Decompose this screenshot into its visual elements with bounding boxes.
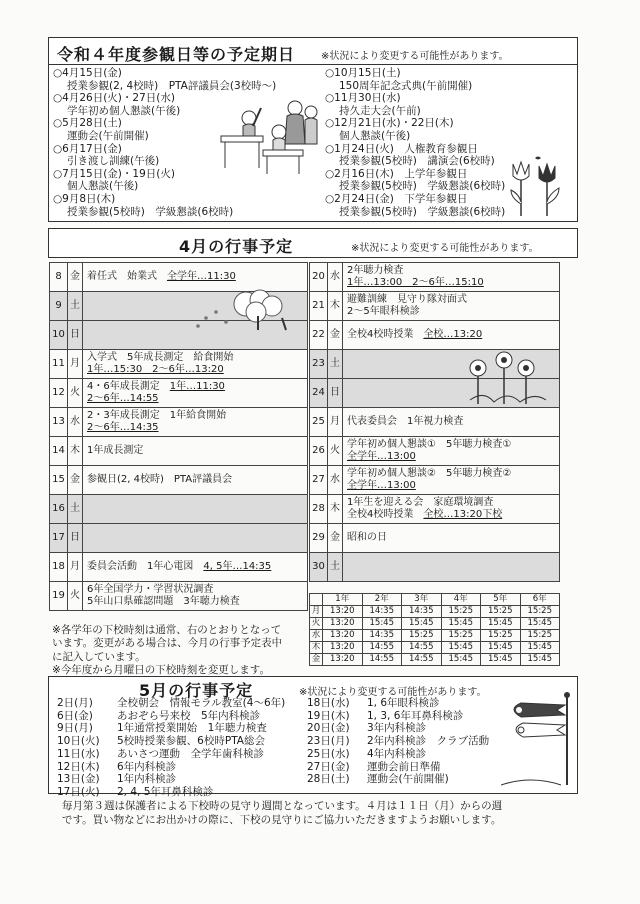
day-number: 25: [310, 408, 328, 437]
may-event-row: [307, 748, 489, 761]
dismissal-time: 15:45: [520, 618, 560, 630]
dismissal-time: 13:20: [323, 618, 363, 630]
day-number: 20: [310, 263, 328, 292]
event-text: 学年初め個人懇談① 5年聴力検査①: [347, 439, 512, 450]
day-number: 11: [50, 350, 68, 379]
day-number: 8: [50, 263, 68, 292]
dismissal-time: 4, 5年…14:35: [203, 561, 272, 572]
may-right-list: [307, 697, 489, 786]
dismissal-row: [310, 630, 560, 642]
grade-header: 2年: [362, 594, 402, 606]
may-event-row: [57, 735, 285, 748]
visit-date: ○10月15日(土): [325, 67, 401, 79]
may-event-row: [57, 786, 285, 799]
may-date: 23日(月): [307, 735, 350, 748]
event-text: 全校4校時授業: [347, 329, 424, 340]
visit-detail: 150周年記念式典(午前開催): [339, 79, 473, 92]
dismissal-time: 14:55: [402, 642, 442, 654]
may-event: 運動会前日準備: [367, 760, 441, 773]
grade-header: 3年: [402, 594, 442, 606]
event-line-2: [347, 480, 555, 492]
visit-date: ○7月15日(金)・19日(火): [53, 167, 175, 180]
visit-note: ※状況により変更する可能性があります。: [321, 51, 509, 62]
visit-date: ○4月15日(金): [53, 67, 122, 79]
day-number: 16: [50, 495, 68, 524]
dismissal-weekday: 月: [310, 606, 323, 618]
dismissal-time: 14:55: [362, 642, 402, 654]
dismissal-weekday: 金: [310, 654, 323, 666]
weekday: 水: [68, 408, 83, 437]
april-note-line: ※今年度から月曜日の下校時刻を変更します。: [52, 664, 270, 677]
event-line-1: [347, 468, 555, 480]
dismissal-time: 全学年…13:00: [347, 480, 416, 491]
calendar-row: [310, 292, 560, 321]
dismissal-time: 15:45: [481, 642, 521, 654]
may-date: 17日(火): [57, 785, 100, 798]
dismissal-time: 14:55: [402, 654, 442, 666]
event-text: 参観日(2, 4校時) PTA評議員会: [87, 474, 233, 485]
event-cell: [83, 379, 308, 408]
visit-date: ○1月24日(火) 人権教育参観日: [325, 142, 478, 155]
event-line-2: [347, 306, 555, 318]
weekday: 土: [68, 495, 83, 524]
may-date: 25日(水): [307, 747, 350, 760]
may-event-row: [307, 735, 489, 748]
weekday: 火: [68, 582, 83, 611]
visit-schedule-box: [48, 37, 578, 222]
footer-message: [62, 799, 502, 827]
visit-date: ○5月28日(土): [53, 117, 122, 130]
dismissal-corner: [310, 594, 323, 606]
may-event-row: [307, 697, 489, 710]
dismissal-row: [310, 618, 560, 630]
dismissal-time: 1年…11:30: [169, 381, 225, 392]
weekday: 火: [68, 379, 83, 408]
grade-header: 6年: [520, 594, 560, 606]
may-event-row: [307, 761, 489, 774]
visit-right-list: [325, 67, 505, 218]
visit-detail: 個人懇談(午後): [339, 129, 411, 142]
event-cell: [83, 466, 308, 495]
may-event-row: [57, 697, 285, 710]
may-schedule-box: [48, 676, 578, 798]
event-cell: [83, 408, 308, 437]
dismissal-time: 15:25: [402, 630, 442, 642]
visit-detail: 学年初め個人懇談(午後): [67, 104, 181, 117]
event-line-1: [347, 265, 555, 277]
event-text: 全校4校時授業: [347, 509, 424, 520]
dismissal-weekday: 火: [310, 618, 323, 630]
event-cell: [83, 350, 308, 379]
day-number: 15: [50, 466, 68, 495]
grade-header: 4年: [441, 594, 481, 606]
may-date: 6日(金): [57, 709, 93, 722]
april-note-line: ※各学年の下校時刻は通常、右のとおりとなって: [52, 624, 282, 636]
dismissal-time: 15:25: [441, 606, 481, 618]
calendar-row: [50, 408, 308, 437]
event-text: 代表委員会 1年視力検査: [347, 416, 464, 427]
may-event: 1, 3, 6年耳鼻科検診: [367, 709, 464, 722]
may-title: 5月の行事予定: [139, 681, 254, 700]
calendar-row: [50, 437, 308, 466]
dismissal-time: 15:45: [520, 642, 560, 654]
event-line-1: [87, 474, 303, 486]
dismissal-time: 全学年…11:30: [167, 271, 236, 282]
carp-streamer-illustration: [501, 691, 575, 787]
dismissal-time: 1年…15:30 2～6年…13:20: [87, 364, 224, 375]
event-line-1: [87, 561, 303, 573]
dismissal-time: 13:20: [323, 654, 363, 666]
event-text: 委員会活動 1年心電図: [87, 561, 204, 572]
weekday: 月: [68, 350, 83, 379]
dismissal-time: 14:35: [362, 630, 402, 642]
calendar-row: [310, 437, 560, 466]
event-line-1: [347, 532, 555, 544]
event-cell: [83, 524, 308, 553]
may-event-row: [57, 773, 285, 786]
calendar-row: [310, 321, 560, 350]
may-date: 27日(金): [307, 760, 350, 773]
visit-detail: 個人懇談(午後): [67, 180, 139, 193]
weekday: 木: [328, 292, 343, 321]
classroom-illustration: [219, 98, 319, 174]
dismissal-header-row: [310, 594, 560, 606]
event-cell: [343, 437, 560, 466]
weekday: 金: [68, 466, 83, 495]
dismissal-weekday: 水: [310, 630, 323, 642]
may-event: 運動会(午前開催): [367, 773, 449, 786]
tulips-illustration: [507, 154, 563, 218]
dismissal-row: [310, 642, 560, 654]
event-line-2: [87, 422, 303, 434]
day-number: 21: [310, 292, 328, 321]
dismissal-row: [310, 654, 560, 666]
weekday: 木: [68, 437, 83, 466]
visit-date: ○6月17日(金): [53, 142, 122, 155]
calendar-row: [50, 582, 308, 611]
visit-detail: 授業参観(5校時) 学級懇談(6校時): [339, 205, 506, 218]
dismissal-time: 13:20: [323, 630, 363, 642]
event-line-1: [87, 381, 303, 393]
day-number: 30: [310, 553, 328, 582]
may-event: 4年内科検診: [367, 747, 427, 760]
weekday: 木: [328, 495, 343, 524]
event-cell: [343, 524, 560, 553]
may-event-row: [57, 710, 285, 723]
day-number: 24: [310, 379, 328, 408]
weekday: 土: [328, 350, 343, 379]
event-text: 4・6年成長測定: [87, 381, 170, 392]
visit-title: 令和４年度参観日等の予定期日: [57, 45, 296, 64]
may-event-row: [307, 722, 489, 735]
calendar-row: [50, 350, 308, 379]
visit-detail: 持久走大会(午前): [339, 104, 421, 117]
event-cell: [83, 437, 308, 466]
weekday: 金: [328, 321, 343, 350]
event-cell: [343, 321, 560, 350]
dismissal-time: 15:45: [402, 618, 442, 630]
may-date: 18日(水): [307, 697, 350, 709]
event-line-1: [87, 410, 303, 422]
dismissal-time: 13:20: [323, 606, 363, 618]
event-cell: [343, 466, 560, 495]
calendar-row: [310, 524, 560, 553]
dismissal-time: 15:45: [362, 618, 402, 630]
event-cell: [83, 553, 308, 582]
dismissal-time: 全学年…13:00: [347, 451, 416, 462]
event-line-1: [347, 294, 555, 306]
weekday: 月: [68, 553, 83, 582]
day-number: 27: [310, 466, 328, 495]
visit-detail: 運動会(午前開催): [67, 129, 149, 142]
weekday: 日: [68, 524, 83, 553]
grade-header: 5年: [481, 594, 521, 606]
visit-date: ○9月8日(木): [53, 192, 116, 205]
may-event-row: [57, 761, 285, 774]
grade-header: 1年: [323, 594, 363, 606]
april-note: ※状況により変更する可能性があります。: [351, 243, 539, 254]
dismissal-time: 15:45: [481, 618, 521, 630]
event-text: 2～5年眼科検診: [347, 306, 420, 317]
april-note-line: に記入しています。: [52, 650, 146, 663]
event-text: 5年山口県確認問題 3年聴力検査: [87, 596, 240, 607]
event-text: 1年生を迎える会 家庭環境調査: [347, 497, 494, 508]
blossom-tree-illustration: [186, 288, 296, 332]
event-text: 入学式 5年成長測定 給食開始: [87, 352, 234, 363]
may-date: 20日(金): [307, 722, 350, 735]
weekday: 月: [328, 408, 343, 437]
event-line-2: [347, 277, 555, 289]
weekday: 金: [68, 263, 83, 292]
event-text: 2・3年成長測定 1年給食開始: [87, 410, 227, 421]
visit-date: ○12月21日(水)・22日(木): [325, 117, 454, 130]
weekday: 水: [328, 263, 343, 292]
may-date: 10日(火): [57, 735, 100, 748]
may-date: 9日(月): [57, 722, 93, 735]
weekday: 日: [68, 321, 83, 350]
may-event: 1年内科検診: [117, 773, 177, 786]
dismissal-time: 全校…13:20下校: [423, 509, 503, 520]
may-event-row: [307, 773, 489, 786]
event-cell: [343, 495, 560, 524]
event-line-2: [347, 451, 555, 463]
dismissal-time: 15:45: [441, 618, 481, 630]
event-cell: [83, 582, 308, 611]
day-number: 19: [50, 582, 68, 611]
event-cell: [343, 553, 560, 582]
event-text: 避難訓練 見守り隊対面式: [347, 294, 467, 305]
event-line-2: [87, 596, 303, 608]
weekday: 水: [328, 466, 343, 495]
event-line-1: [347, 416, 555, 428]
may-event: 5校時授業参観、6校時PTA総会: [117, 735, 265, 748]
visit-detail: 授業参観(2, 4校時) PTA評議員会(3校時～): [67, 79, 277, 92]
may-event: あおぞら号来校 5年内科検診: [117, 709, 261, 722]
event-line-1: [87, 271, 303, 283]
may-event: 2, 4, 5年耳鼻科検診: [117, 785, 214, 798]
event-line-1: [347, 439, 555, 451]
event-line-2: [87, 364, 303, 376]
visit-detail: 授業参観(5校時) 講演会(6校時): [339, 155, 495, 168]
may-event: あいさつ運動 全学年歯科検診: [117, 747, 264, 760]
event-text: 6年全国学力・学習状況調査: [87, 584, 214, 595]
dismissal-time: 全校…13:20: [423, 329, 483, 340]
may-date: 13日(金): [57, 773, 100, 786]
may-date: 11日(水): [57, 747, 100, 760]
may-date: 19日(木): [307, 709, 350, 722]
event-line-1: [347, 497, 555, 509]
day-number: 26: [310, 437, 328, 466]
event-line-1: [87, 584, 303, 596]
dismissal-time: 15:25: [481, 630, 521, 642]
calendar-row: [310, 553, 560, 582]
event-text: 学年初め個人懇談② 5年聴力検査②: [347, 468, 512, 479]
dismissal-time: 15:25: [520, 630, 560, 642]
weekday: 火: [328, 437, 343, 466]
may-event-row: [57, 722, 285, 735]
may-left-list: [57, 697, 285, 799]
dismissal-time: 15:45: [441, 642, 481, 654]
calendar-row: [310, 466, 560, 495]
dismissal-time: 15:25: [441, 630, 481, 642]
dismissal-time: 15:25: [520, 606, 560, 618]
dismissal-time: 15:25: [481, 606, 521, 618]
weekday: 土: [68, 292, 83, 321]
visit-detail: 授業参観(5校時) 学級懇談(6校時): [67, 205, 234, 218]
visit-date: ○11月30日(水): [325, 92, 401, 105]
visit-date: ○2月16日(木) 上学年参観日: [325, 167, 468, 180]
footer-line-1: 毎月第３週は保護者による下校時の見守り週間となっています。４月は１１日（月）からの週: [62, 800, 503, 812]
dismissal-time: 2～6年…14:55: [87, 393, 159, 404]
may-note: ※状況により変更する可能性があります。: [299, 687, 487, 698]
visit-detail: 授業参観(5校時) 学級懇談(6校時): [339, 180, 506, 193]
dismissal-row: [310, 606, 560, 618]
day-number: 12: [50, 379, 68, 408]
april-calendar-right: [309, 262, 560, 582]
event-text: 着任式 始業式: [87, 271, 167, 282]
dismissal-time: 15:45: [481, 654, 521, 666]
calendar-row: [50, 466, 308, 495]
event-line-2: [87, 393, 303, 405]
event-text: 1年成長測定: [87, 445, 144, 456]
dismissal-time: 14:35: [362, 606, 402, 618]
may-event: 1, 6年眼科検診: [367, 697, 440, 709]
event-line-1: [87, 445, 303, 457]
calendar-row: [310, 263, 560, 292]
may-date: 2日(月): [57, 697, 93, 709]
calendar-row: [310, 495, 560, 524]
may-event: 全校朝会 情報モラル教室(4～6年): [117, 697, 286, 709]
calendar-row: [310, 408, 560, 437]
event-line-1: [347, 329, 555, 341]
visit-detail: 引き渡し訓練(午後): [67, 155, 160, 168]
dismissal-time-table: [309, 593, 560, 666]
day-number: 29: [310, 524, 328, 553]
day-number: 13: [50, 408, 68, 437]
may-date: 12日(木): [57, 760, 100, 773]
dismissal-time: 14:55: [362, 654, 402, 666]
dismissal-time: 13:20: [323, 642, 363, 654]
event-cell: [343, 292, 560, 321]
event-text: 2年聴力検査: [347, 265, 404, 276]
april-notes: [52, 624, 282, 678]
flowers-illustration: [464, 350, 554, 410]
event-cell: [343, 263, 560, 292]
calendar-row: [50, 495, 308, 524]
day-number: 9: [50, 292, 68, 321]
may-event: 3年内科検診: [367, 722, 427, 735]
april-note-line: います。変更がある場合は、今月の行事予定表中: [52, 637, 283, 650]
may-event: 2年内科検診 クラブ活動: [367, 735, 490, 748]
weekday: 金: [328, 524, 343, 553]
day-number: 28: [310, 495, 328, 524]
dismissal-time: 14:35: [402, 606, 442, 618]
may-event: 6年内科検診: [117, 760, 177, 773]
may-event-row: [57, 748, 285, 761]
calendar-row: [50, 524, 308, 553]
dismissal-time: 15:45: [520, 654, 560, 666]
may-event: 1年通常授業開始 1年聴力検査: [117, 722, 267, 735]
visit-date: ○2月24日(金) 下学年参観日: [325, 192, 468, 205]
day-number: 14: [50, 437, 68, 466]
event-cell: [83, 495, 308, 524]
may-date: 28日(土): [307, 773, 350, 786]
dismissal-time: 15:45: [441, 654, 481, 666]
dismissal-time: 2～6年…14:35: [87, 422, 159, 433]
day-number: 18: [50, 553, 68, 582]
day-number: 23: [310, 350, 328, 379]
day-number: 10: [50, 321, 68, 350]
april-header-box: [48, 228, 578, 258]
april-title: 4月の行事予定: [179, 237, 294, 256]
event-line-1: [87, 352, 303, 364]
dismissal-weekday: 木: [310, 642, 323, 654]
event-line-2: [347, 509, 555, 521]
day-number: 22: [310, 321, 328, 350]
calendar-row: [50, 379, 308, 408]
calendar-row: [50, 553, 308, 582]
weekday: 日: [328, 379, 343, 408]
event-text: 昭和の日: [347, 532, 387, 543]
footer-line-2: です。買い物などにお出かけの際に、下校の見守りにご協力いただきますようお願いします。: [62, 814, 502, 826]
event-cell: [343, 408, 560, 437]
weekday: 土: [328, 553, 343, 582]
visit-date: ○4月26日(火)・27日(水): [53, 92, 175, 105]
day-number: 17: [50, 524, 68, 553]
may-event-row: [307, 710, 489, 723]
dismissal-time: 1年…13:00 2～6年…15:10: [347, 277, 484, 288]
